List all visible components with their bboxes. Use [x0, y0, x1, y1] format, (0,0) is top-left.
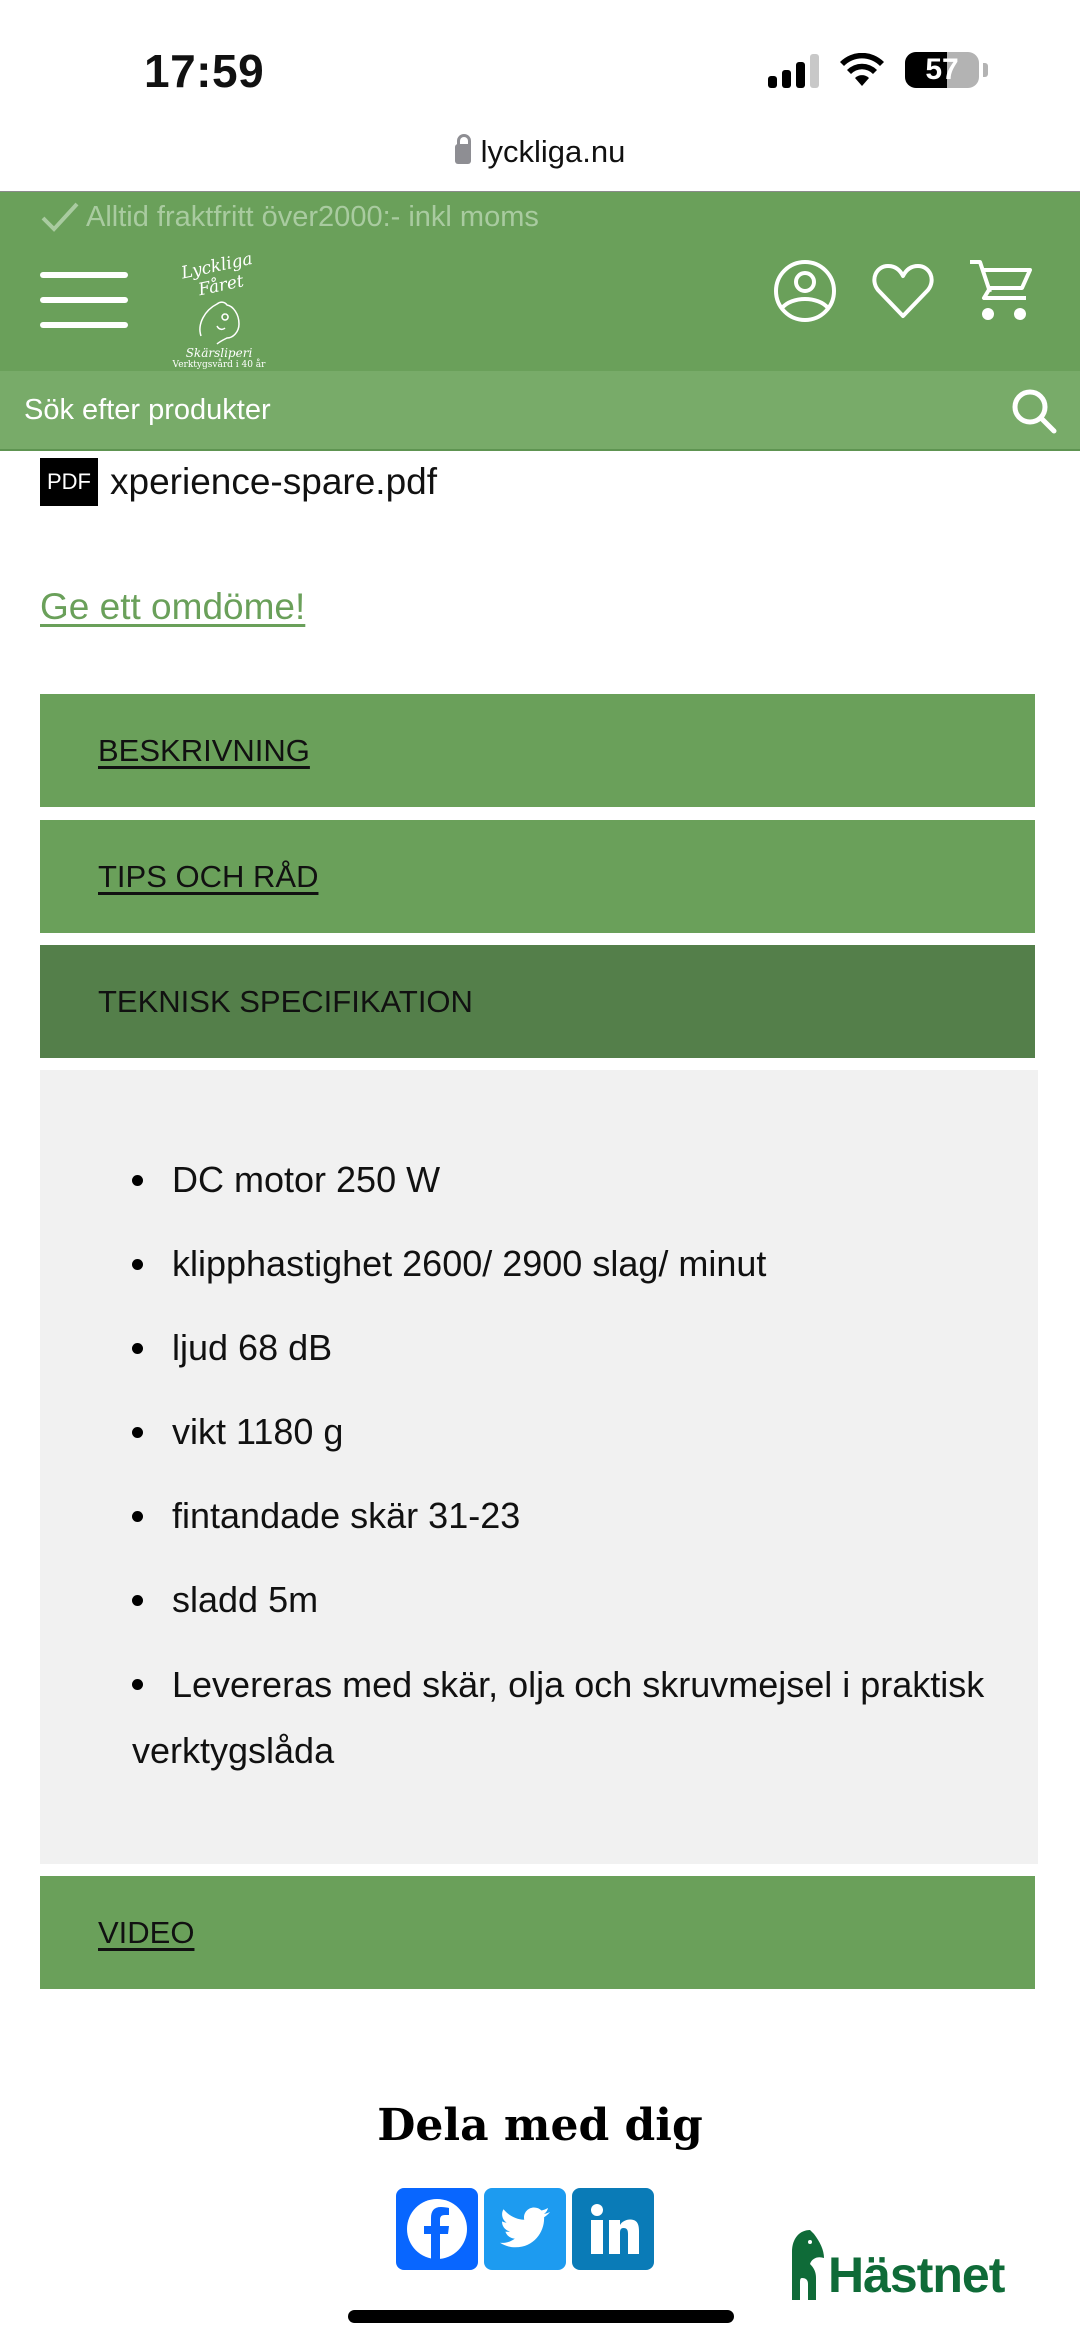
sheep-icon: [189, 296, 249, 346]
checkmark-icon: [40, 200, 80, 234]
facebook-share-button[interactable]: [396, 2188, 478, 2270]
header-actions: [772, 258, 1034, 324]
menu-line: [40, 272, 128, 278]
spec-item: fintandade skär 31-23: [132, 1484, 992, 1548]
tab-tips-och-rad[interactable]: [40, 820, 1035, 933]
tab-label: TIPS OCH RÅD: [98, 858, 319, 894]
menu-button[interactable]: [40, 272, 128, 328]
site-logo[interactable]: [164, 248, 274, 370]
wifi-icon: [839, 53, 885, 87]
spec-panel: [40, 1070, 1038, 1864]
spec-item: sladd 5m: [132, 1568, 992, 1632]
status-bar: [0, 0, 1080, 130]
battery-icon: [905, 52, 979, 88]
tab-beskrivning[interactable]: [40, 694, 1035, 807]
linkedin-icon: [580, 2196, 646, 2262]
logo-subtitle: Skärsliperi: [185, 346, 253, 360]
wishlist-heart-icon[interactable]: [870, 258, 936, 324]
tab-label: VIDEO: [98, 1914, 195, 1950]
url-bar[interactable]: [0, 134, 1080, 170]
logo-title: Lyckliga Fåret: [179, 248, 255, 301]
write-review-link[interactable]: Ge ett omdöme!: [40, 586, 306, 627]
battery-percent: 57: [925, 53, 959, 86]
facebook-icon: [404, 2196, 470, 2262]
pdf-icon: PDF: [40, 458, 98, 506]
url-text: lyckliga.nu: [480, 134, 626, 169]
spec-item: Levereras med skär, olja och skruvmejsel i praktisk verktygslåda: [132, 1652, 992, 1784]
promo-text: Alltid fraktfritt över2000:- inkl moms: [86, 200, 539, 233]
hastnet-wordmark: Hästnet: [828, 2247, 1005, 2303]
spec-item: DC motor 250 W: [132, 1148, 992, 1212]
account-icon[interactable]: [772, 258, 838, 324]
spec-list: [132, 1148, 992, 1804]
battery-tip: [983, 63, 988, 77]
horse-head-icon: [790, 2228, 826, 2300]
tab-label: TEKNISK SPECIFIKATION: [98, 983, 473, 1019]
signal-icon: [768, 52, 819, 88]
tab-video[interactable]: [40, 1876, 1035, 1989]
logo-tagline: Verktygsvård i 40 år: [172, 360, 266, 370]
search-bar: [0, 371, 1080, 451]
status-icons: [768, 52, 988, 88]
spec-item: klipphastighet 2600/ 2900 slag/ minut: [132, 1232, 992, 1296]
menu-line: [40, 297, 128, 303]
spec-item: ljud 68 dB: [132, 1316, 992, 1380]
tab-label: BESKRIVNING: [98, 732, 310, 768]
twitter-icon: [492, 2196, 558, 2262]
share-title: Dela med dig: [377, 2100, 703, 2151]
lock-icon: [455, 144, 471, 164]
linkedin-share-button[interactable]: [572, 2188, 654, 2270]
menu-line: [40, 322, 128, 328]
share-buttons: [396, 2188, 654, 2270]
pdf-filename[interactable]: xperience-spare.pdf: [110, 461, 438, 502]
site-header: [0, 191, 1080, 371]
search-input[interactable]: [24, 371, 924, 449]
tab-teknisk-specifikation[interactable]: [40, 945, 1035, 1058]
status-time: 17:59: [144, 45, 265, 97]
search-icon[interactable]: [1010, 387, 1058, 435]
twitter-share-button[interactable]: [484, 2188, 566, 2270]
hastnet-logo[interactable]: [790, 2228, 1005, 2303]
promo-banner: [40, 200, 539, 234]
cart-icon[interactable]: [968, 258, 1034, 324]
spec-item: vikt 1180 g: [132, 1400, 992, 1464]
home-indicator[interactable]: [348, 2310, 734, 2323]
pdf-attachment[interactable]: [40, 458, 437, 506]
